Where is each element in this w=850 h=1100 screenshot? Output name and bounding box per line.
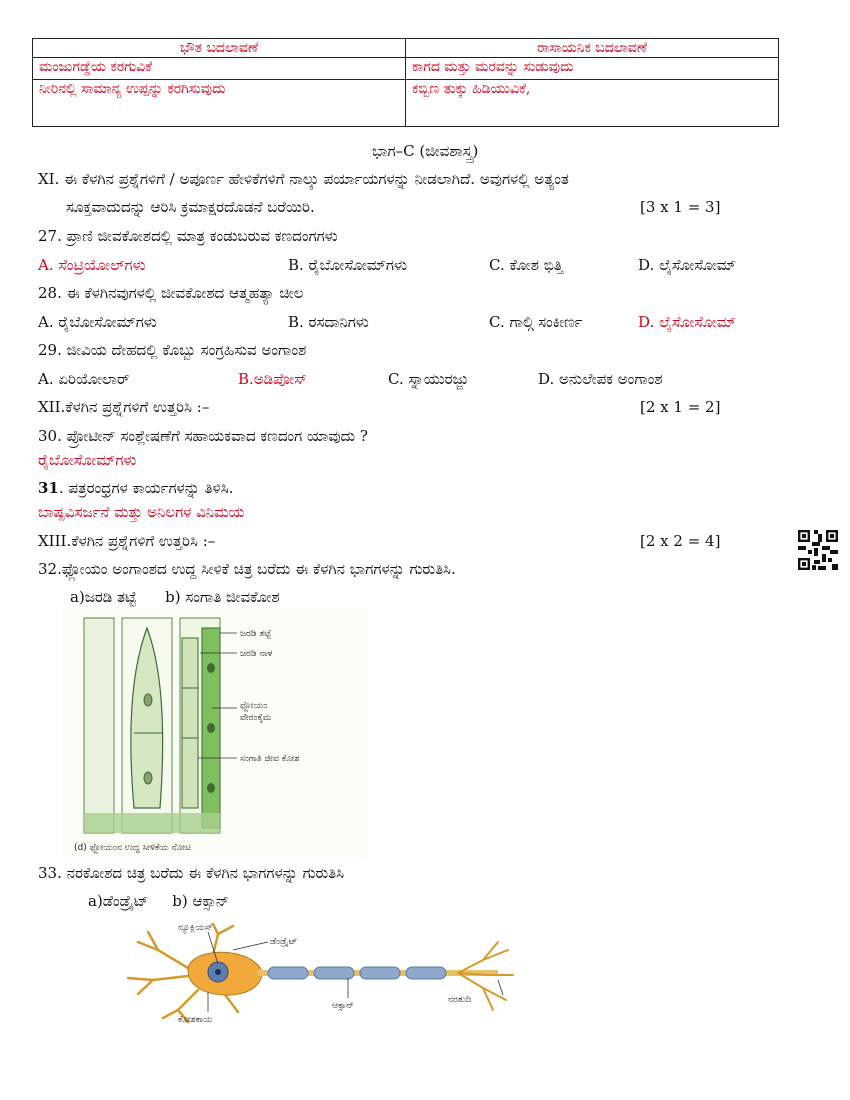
section-title: ಭಾಗ–C (ಜೀವಶಾಸ್ತ್ರ)	[372, 142, 479, 160]
q27-option-d: D. ಲೈಸೋಸೋಮ್	[638, 256, 736, 274]
label-phloem: ಫ್ಲೋಯಂ	[240, 701, 268, 711]
q31-question: . ಪತ್ರರಂಧ್ರಗಳ ಕಾರ್ಯಗಳನ್ನು ತಿಳಿಸಿ.	[58, 479, 234, 497]
table-cell: ಕಬ್ಬಿಣ ತುಕ್ಕು ಹಿಡಿಯುವಿಕೆ,	[406, 80, 779, 127]
q31-number: 31	[38, 479, 59, 497]
label-parenchyma: ಪೇರಂಕೈಮ	[240, 713, 272, 723]
neuron-diagram	[118, 920, 518, 1028]
q31-text	[38, 479, 233, 497]
xii-instruction: XII.ಕೆಳಗಿನ ಪ್ರಶ್ನೆಗಳಿಗೆ ಉತ್ತರಿಸಿ :–	[38, 398, 210, 416]
q29-option-d: D. ಅನುಲೇಪಕ ಅಂಗಾಂಶ	[538, 370, 663, 388]
phloem-diagram	[62, 608, 367, 858]
q27-option-b: B. ರೈಬೋಸೋಮ್‌ಗಳು	[288, 256, 407, 274]
xiii-instruction: XIII.ಕೆಳಗಿನ ಪ್ರಶ್ನೆಗಳಿಗೆ ಉತ್ತರಿಸಿ :–	[38, 532, 216, 550]
table-head-chemical: ರಾಸಾಯನಿಕ ಬದಲಾವಣೆ	[406, 39, 779, 58]
q27-option-a: A. ಸೆಂಟ್ರಿಯೋಲ್‌ಗಳು	[38, 256, 146, 274]
label-sieve-tube: ಜರಡಿ ನಾಳ	[240, 649, 273, 659]
q29-option-b: B.ಅಡಿಪೋಸ್	[238, 370, 308, 388]
figure-caption: (d) ಫ್ಲೋಯಂನ ಉದ್ದ ಸೀಳಿಕೆಯ ನೋಟ	[74, 843, 192, 853]
qr-code-icon[interactable]	[798, 530, 838, 570]
q28-option-b: B. ರಸದಾನಿಗಳು	[288, 313, 369, 331]
label-sieve-plate: ಜರಡಿ ತಟ್ಟೆ	[240, 629, 272, 639]
q29-text: 29. ಜೀವಿಯ ದೇಹದಲ್ಲಿ ಕೊಬ್ಬು ಸಂಗ್ರಹಿಸುವ ಅಂಗಾಂಶ	[38, 341, 307, 359]
label-cell-body: ಕೋಶಕಾಯ	[178, 1015, 213, 1025]
label-dendrite: ಡೆಂಡ್ರೈಟ್	[270, 937, 298, 947]
table-cell: ನೀರಿನಲ್ಲಿ ಸಾಮಾನ್ಯ ಉಪ್ಪನ್ನು ಕರಗಿಸುವುದು	[33, 80, 406, 127]
label-nerve-ending: ನರತುದಿ	[448, 995, 472, 1005]
xi-marks: [3 x 1 = 3]	[640, 198, 721, 216]
q29-option-c: C. ಸ್ನಾಯುರಜ್ಜು	[388, 370, 469, 388]
xiii-marks: [2 x 2 = 4]	[640, 532, 721, 550]
xi-instruction-line1: XI. ಈ ಕೆಳಗಿನ ಪ್ರಶ್ನೆಗಳಿಗೆ / ಅಪೂರ್ಣ ಹೇಳಿಕೆಗಳಿಗೆ ನಾಲ್ಕು ಪರ್ಯಾಯಗಳನ್ನು ನೀಡಲಾಗಿದೆ. ಅವುಗಳಲ್ಲಿ ಅತ್ಯಂತ	[38, 170, 569, 188]
changes-table	[32, 38, 779, 127]
table-head-physical: ಭೌತ ಬದಲಾವಣೆ	[33, 39, 406, 58]
label-nucleus: ನ್ಯೂಕ್ಲಿಯಸ್	[178, 923, 213, 933]
label-axon: ಆಕ್ಸಾನ್	[332, 1001, 354, 1011]
q31-answer: ಬಾಷ್ಪವಿಸರ್ಜನೆ ಮತ್ತು ಅನಿಲಗಳ ವಿನಿಮಯ	[38, 503, 245, 521]
table-cell: ಕಾಗದ ಮತ್ತು ಮರವನ್ನು ಸುಡುವುದು	[406, 58, 779, 80]
q29-option-a: A. ಏರಿಯೋಲಾರ್	[38, 370, 130, 388]
q32-text: 32.ಫ್ಲೋಯಂ ಅಂಗಾಂಶದ ಉದ್ದ ಸೀಳಿಕೆ ಚಿತ್ರ ಬರೆದು ಈ ಕೆಳಗಿನ ಭಾಗಗಳನ್ನು ಗುರುತಿಸಿ.	[38, 560, 456, 578]
q33-text: 33. ನರಕೋಶದ ಚಿತ್ರ ಬರೆದು ಈ ಕೆಳಗಿನ ಭಾಗಗಳನ್ನು ಗುರುತಿಸಿ	[38, 864, 345, 882]
xii-marks: [2 x 1 = 2]	[640, 398, 721, 416]
table-row	[33, 58, 779, 80]
q30-text: 30. ಪ್ರೋಟೀನ್ ಸಂಶ್ಲೇಷಣೆಗೆ ಸಹಾಯಕವಾದ ಕಣದಂಗ ಯಾವುದು ?	[38, 427, 368, 445]
table-row	[33, 80, 779, 127]
table-cell: ಮಂಜುಗಡ್ಡೆಯ ಕರಗುವಿಕೆ	[33, 58, 406, 80]
q28-option-a: A. ರೈಬೋಸೋಮ್‌ಗಳು	[38, 313, 157, 331]
q27-text: 27. ಪ್ರಾಣಿ ಜೀವಕೋಶದಲ್ಲಿ ಮಾತ್ರ ಕಂಡುಬರುವ ಕಣದಂಗಗಳು	[38, 227, 338, 245]
q30-answer: ರೈಬೋಸೋಮ್‌ಗಳು	[38, 451, 137, 469]
xi-instruction-line2: ಸೂಕ್ತವಾದುದನ್ನು ಆರಿಸಿ ಕ್ರಮಾಕ್ಷರದೊಡನೆ ಬರೆಯಿರಿ.	[66, 198, 315, 216]
q27-option-c: C. ಕೋಶ ಭಿತ್ತಿ	[489, 256, 564, 274]
q28-text: 28. ಈ ಕೆಳಗಿನವುಗಳಲ್ಲಿ ಜೀವಕೋಶದ ಆತ್ಮಹತ್ಯಾ ಚೀಲ	[38, 284, 304, 302]
table-header-row	[33, 39, 779, 58]
q28-option-d: D. ಲೈಸೋಸೋಮ್	[638, 313, 736, 331]
q28-option-c: C. ಗಾಲ್ಗಿ ಸಂಕೀರ್ಣ	[489, 313, 583, 331]
q32-parts: a)ಜರಡಿ ತಟ್ಟೆ b) ಸಂಗಾತಿ ಜೀವಕೋಶ	[70, 588, 280, 606]
q33-parts: a)ಡೆಂಡ್ರೈಟ್ b) ಆಕ್ಸಾನ್	[88, 892, 230, 910]
label-companion-cell: ಸಂಗಾತಿ ಜೀವ ಕೋಶ	[240, 754, 300, 764]
